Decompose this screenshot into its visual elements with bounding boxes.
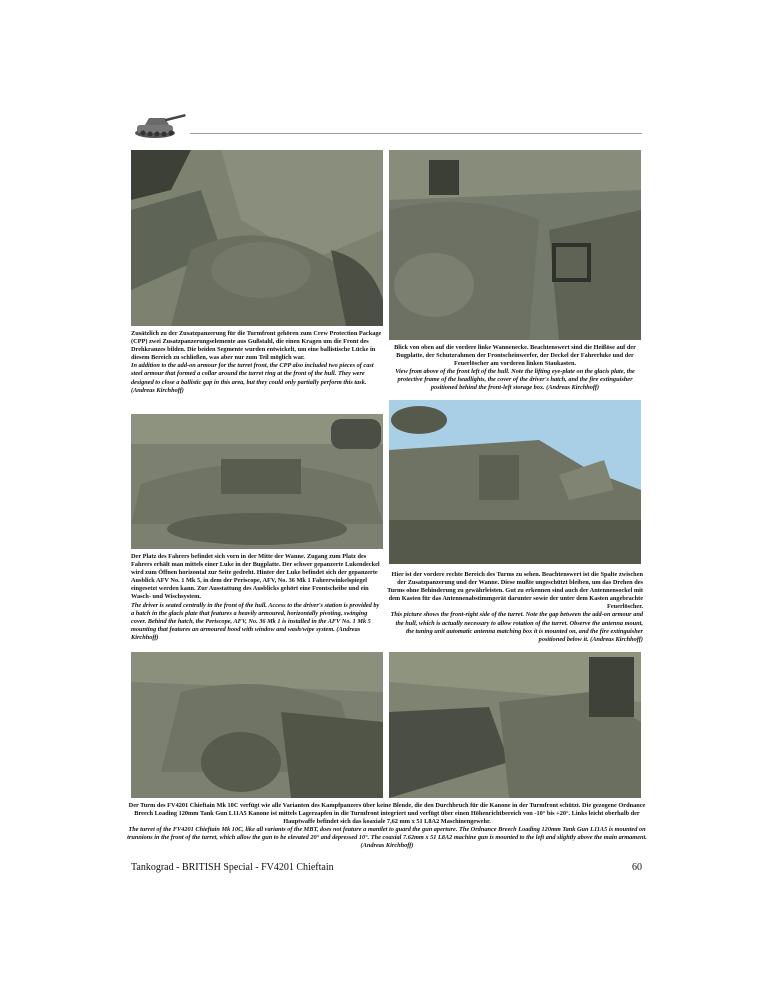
header-rule	[190, 133, 642, 134]
caption-english: In addition to the add-on armour for the turret front, the CPP also included two pieces of cast steel armour that formed a collar around the turret ring at the front of the hull. They were designed to close a ballistic gap in this area, but they could only partially perform this task. (Andreas Kirchhoff)	[131, 362, 374, 394]
photo-front-left-hull	[389, 150, 641, 340]
photo-turret-gun-aperture-left	[131, 652, 383, 798]
caption-turret-gun	[120, 802, 654, 851]
photo-driver-hatch	[131, 414, 383, 549]
caption-english: This picture shows the front-right side of the turret. Note the gap between the add-on armour and the hull, which is actually necessary to allow rotation of the turret. Observe the antenna mount, the tuning unit automatic antenna matching box it is mounted on, and the fire extinguisher positioned below it. (Andreas Kirchhoff)	[390, 611, 643, 643]
photo-turret-front-collar	[131, 150, 383, 326]
caption-turret-collar	[131, 330, 383, 395]
caption-front-left-hull	[387, 344, 643, 393]
caption-english: The driver is seated centrally in the front of the hull. Access to the driver's station is provided by a hatch in the glacis plate that features a heavily armoured, horizontally pivoting, swinging cover. Behind the hatch, the Periscope, AFV, No. 36 Mk 1 is installed in the AFV No. 1 Mk 5 mounting that features an armoured hood with window and wash/wipe system. (Andreas Kirchhoff)	[131, 601, 380, 641]
caption-driver-hatch	[131, 553, 383, 642]
caption-german: Der Turm des FV4201 Chieftain Mk 10C verfügt wie alle Varianten des Kampfpanzers über keine Blende, die den Durchbruch für die Kanone in der Turmfront schützt. Die gezogene Ordnance Breech Loading 120mm Tank Gun L11A5 Kanone ist mittels Lagerzapfen in die Turmfront integriert und verfügt über einen Höhenrichtbereich von -10° bis +20°. Links leicht oberhalb der Hauptwaffe befindet sich das koaxiale 7,62 mm x 51 L8A2 Maschinengewehr.	[128, 802, 646, 826]
caption-turret-front-right	[387, 571, 643, 644]
photo-turret-front-right	[389, 400, 641, 564]
tank-silhouette-icon	[131, 108, 187, 140]
footer-title: Tankograd - BRITISH Special - FV4201 Chieftain	[131, 862, 334, 873]
photo-turret-gun-aperture-right	[389, 652, 641, 798]
page-number: 60	[632, 862, 642, 873]
caption-german: Der Platz des Fahrers befindet sich vorn in der Mitte der Wanne. Zugang zum Platz des Fahrers erhält man mittels einer Luke in der Bugplatte. Der schwer gepanzerte Lukendeckel wird zum Öffnen horizontal zur Seite gedreht. Hinter der Luke befindet sich der gepanzerte Ausblick AFV No. 1 Mk 5, in dem der Periscope, AFV, No. 36 Mk 1 Fahrerwinkelspiegel eingesetzt werden kann. Zur Ausstattung des Ausblicks gehört eine Frontscheibe und ein Wasch- und Wischsystem.	[131, 553, 380, 601]
caption-english: View from above of the front left of the hull. Note the lifting eye-plate on the glacis plate, the protective frame of the headlights, the cover of the driver's hatch, and the fire extinguisher positioned behind the front-left storage box. (Andreas Kirchhoff)	[395, 368, 635, 392]
caption-german: Blick von oben auf die vordere linke Wannenecke. Beachtenswert sind die Heißöse auf der Bugplatte, der Schutzrahmen der Frontscheinwerfer, der Deckel der Fahrerluke und der Feuerlöscher am vorderen linken Staukasten.	[394, 344, 636, 368]
caption-german: Zusätzlich zu der Zusatzpanzerung für die Turmfront gehören zum Crew Protection Package (CPP) zwei Zusatzpanzerungselemente aus Gußstahl, die einen Kragen um die Front des Drehkranzes bilden. Die beiden Segmente wurden entwickelt, um eine ballistische Lücke in diesem Bereich zu schließen, was aber nur zum Teil möglich war.	[131, 330, 382, 362]
caption-german: Hier ist der vordere rechte Bereich des Turms zu sehen. Beachtenswert ist die Spalte zwischen der Zusatzpanzerung und der Wanne. Diese mußte ungeschützt bleiben, um das Drehen des Turms ohne Behinderung zu gewährleisten. Gut zu erkennen sind auch der Antennensockel mit dem Kasten für das Antennenabstimmgerät darunter sowie der unter dem Kasten angebrachte Feuerlöscher.	[387, 571, 643, 611]
caption-english: The turret of the FV4201 Chieftain Mk 10C, like all variants of the MBT, does not feature a mantlet to guard the gun aperture. The Ordnance Breech Loading 120mm Tank Gun L11A5 is mounted on trunnions in the front of the turret, which allow the gun to be elevated 20° and depressed 10°. The coaxial 7.62mm x 51 L8A2 machine gun is mounted to the left and slightly above the main armament. (Andreas Kirchhoff)	[127, 826, 647, 850]
